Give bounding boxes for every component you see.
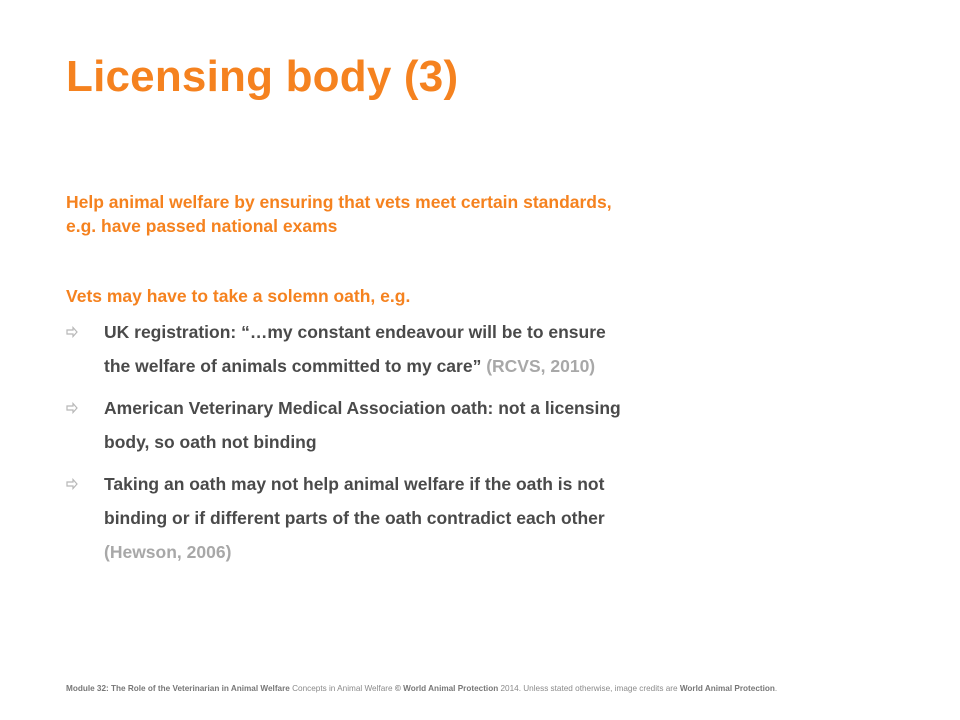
oath-bullet-list xyxy=(66,315,626,577)
footer-year-note: 2014. Unless stated otherwise, image credits are xyxy=(498,684,680,693)
oath-lead-text: Vets may have to take a solemn oath, e.g. xyxy=(66,286,411,306)
footer-module: Module 32: The Role of the Veterinarian in Animal Welfare xyxy=(66,684,290,693)
footer-end: . xyxy=(774,684,778,693)
bullet-uk-registration xyxy=(66,315,626,383)
bullet-text: Taking an oath may not help animal welfare if the oath is not binding or if different parts of the oath contradict each other xyxy=(104,474,605,528)
bullet-text: American Veterinary Medical Association oath: not a licensing body, so oath not binding xyxy=(104,398,621,452)
arrow-bullet-icon xyxy=(66,478,78,490)
arrow-bullet-icon xyxy=(66,402,78,414)
arrow-bullet-icon xyxy=(66,326,78,338)
footer-copyright: © World Animal Protection xyxy=(394,684,499,693)
bullet-citation: (Hewson, 2006) xyxy=(104,542,232,562)
bullet-oath-limits xyxy=(66,467,626,569)
slide-footer xyxy=(66,684,896,693)
intro-text: Help animal welfare by ensuring that vets meet certain standards, e.g. have passed national exams xyxy=(66,192,612,236)
bullet-avma-oath xyxy=(66,391,626,459)
bullet-text: UK registration: “…my constant endeavour will be to ensure the welfare of animals committed to my care” xyxy=(104,322,606,376)
footer-credit-owner: World Animal Protection xyxy=(679,684,775,693)
bullet-citation: (RCVS, 2010) xyxy=(481,356,596,376)
footer-course: Concepts in Animal Welfare xyxy=(289,684,395,693)
slide-title: Licensing body (3) xyxy=(66,52,459,101)
